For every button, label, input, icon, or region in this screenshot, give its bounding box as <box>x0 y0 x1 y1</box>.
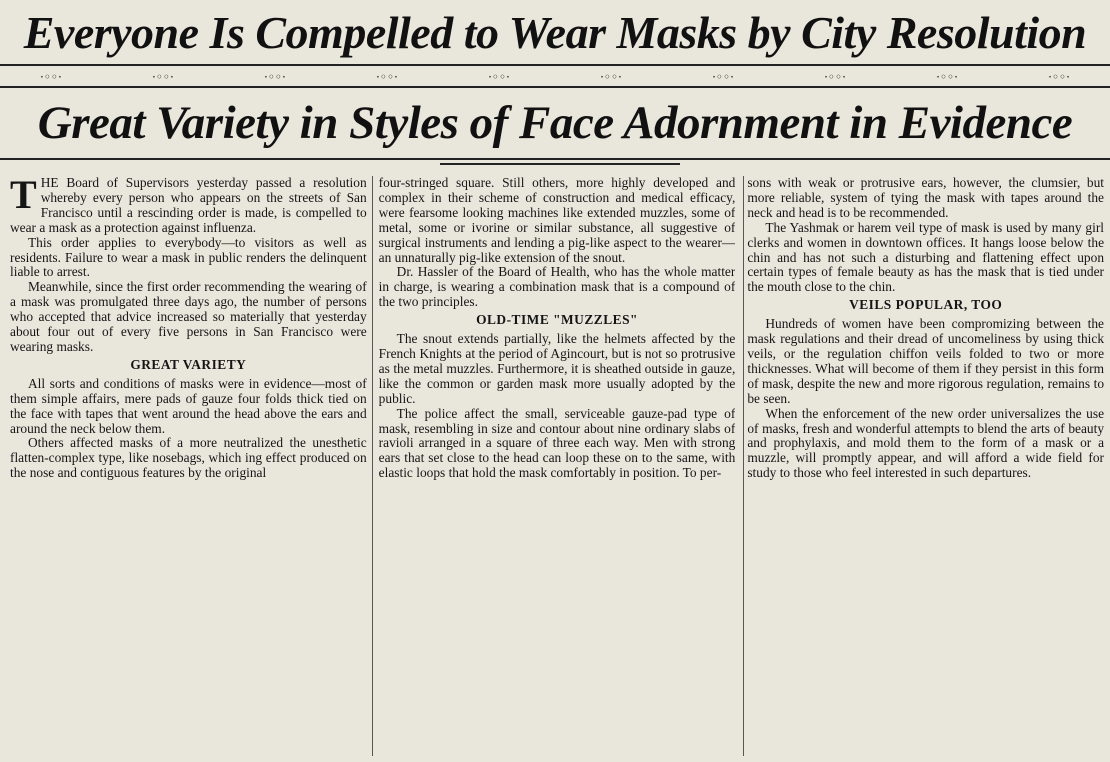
lead-text: HE Board of Supervisors yesterday passed a resolution whereby every person who appears on the streets of San Francisco until a rescinding order is made, is compelled to wear a mask as a protection against influenza. <box>10 176 367 235</box>
ornament: ·◦◦· <box>40 70 62 84</box>
ornament: ·◦◦· <box>712 70 734 84</box>
subhead-great-variety: GREAT VARIETY <box>130 356 247 372</box>
paragraph: Dr. Hassler of the Board of Health, who has the whole matter in charge, is wearing a combination mask that is a compound of the two principles. <box>378 264 736 310</box>
paragraph: four-stringed square. Still others, more highly developed and complex in their scheme of construction and medical efficacy, were fearsome looking machines like extended muzzles, some of metal, some or ivorine or similar substance, all suggestive of surgical instruments and lending a pig-like aspect to the wearer—an unnaturally pig-like extension of the snout. <box>378 176 736 265</box>
article-column-2 <box>379 176 736 756</box>
article-column-1 <box>10 176 367 756</box>
ornament: ·◦◦· <box>600 70 622 84</box>
article-column-3 <box>747 176 1104 756</box>
ornament: ·◦◦· <box>488 70 510 84</box>
paragraph: Meanwhile, since the first order recommending the wearing of a mask was promulgated three days ago, the number of persons who accepted that advice increased so materially that yesterday about four out of every five persons in San Francisco were wearing masks. <box>10 279 367 354</box>
ornament: ·◦◦· <box>376 70 398 84</box>
ornament-row <box>40 70 1070 84</box>
primary-headline: Everyone Is Compelled to Wear Masks by City Resolution <box>23 7 1087 58</box>
paragraph: The Yashmak or harem veil type of mask is used by many girl clerks and women in downtown offices. It hangs loose below the chin and has not such a disturbing and flattening effect upon certain types of female beauty as has the mask that is tied under the mouth close to the chin. <box>747 219 1105 295</box>
paragraph: When the enforcement of the new order universalizes the use of masks, fresh and wonderful attempts to blend the arts of beauty and prophylaxis, and mold them to the form of a mask or a muzzle, will promptly appear, and will afford a wide field for study to those who feel interested in such departures. <box>747 405 1105 481</box>
article-columns <box>10 176 1104 756</box>
mid-rule <box>0 86 1110 88</box>
paragraph: sons with weak or protrusive ears, however, the clumsier, but more reliable, system of tying the mask with tapes around the neck and head is to be recommended. <box>747 176 1105 220</box>
headline-bottom-rule <box>0 158 1110 160</box>
short-rule <box>440 163 680 165</box>
secondary-headline: Great Variety in Styles of Face Adornment in Evidence <box>37 97 1073 149</box>
paragraph: The police affect the small, serviceable gauze-pad type of mask, resembling in size and contour about nine ordinary slabs of ravioli arranged in a square of three each way. Men with strong ears that set close to the head can loop these on to the same, with elastic loops that hold the mask comfortably in position. To per- <box>378 405 736 481</box>
ornament: ·◦◦· <box>936 70 958 84</box>
ornament: ·◦◦· <box>264 70 286 84</box>
paragraph: The snout extends partially, like the helmets affected by the French Knights at the period of Agincourt, but is not so protrusive as the metal muzzles. Furthermore, it is sheathed outside in gauze, like the common or garden mask more usually adopted by the public. <box>378 331 736 406</box>
ornament: ·◦◦· <box>824 70 846 84</box>
paragraph: This order applies to everybody—to visitors as well as residents. Failure to wear a mask in public renders the delinquent liable to arrest. <box>10 234 367 280</box>
paragraph: Others affected masks of a more neutralized the unesthetic flatten-complex type, like nosebags, which ing effect produced on the nose and contiguous features by the original <box>10 435 367 481</box>
ornament: ·◦◦· <box>1048 70 1070 84</box>
lead-paragraph <box>10 176 367 236</box>
drop-cap: T <box>10 176 37 217</box>
subhead-old-time-muzzles: OLD-TIME "MUZZLES" <box>476 312 638 328</box>
paragraph: All sorts and conditions of masks were in evidence—most of them simple affairs, mere pads of gauze four folds thick tied on the face with tapes that went around the head above the ears and around the neck below them. <box>10 375 367 436</box>
top-rule <box>0 64 1110 66</box>
paragraph: Hundreds of women have been compromizing between the mask regulations and their dread of uncomeliness by using thick veils, or the regulation chiffon veils folded to two or more thicknesses. What will become of them if they persist in this form of mask, despite the new and more rigorous regulation, remains to be seen. <box>747 316 1105 406</box>
ornament: ·◦◦· <box>152 70 174 84</box>
subhead-veils-popular: VEILS POPULAR, TOO <box>849 297 1003 313</box>
